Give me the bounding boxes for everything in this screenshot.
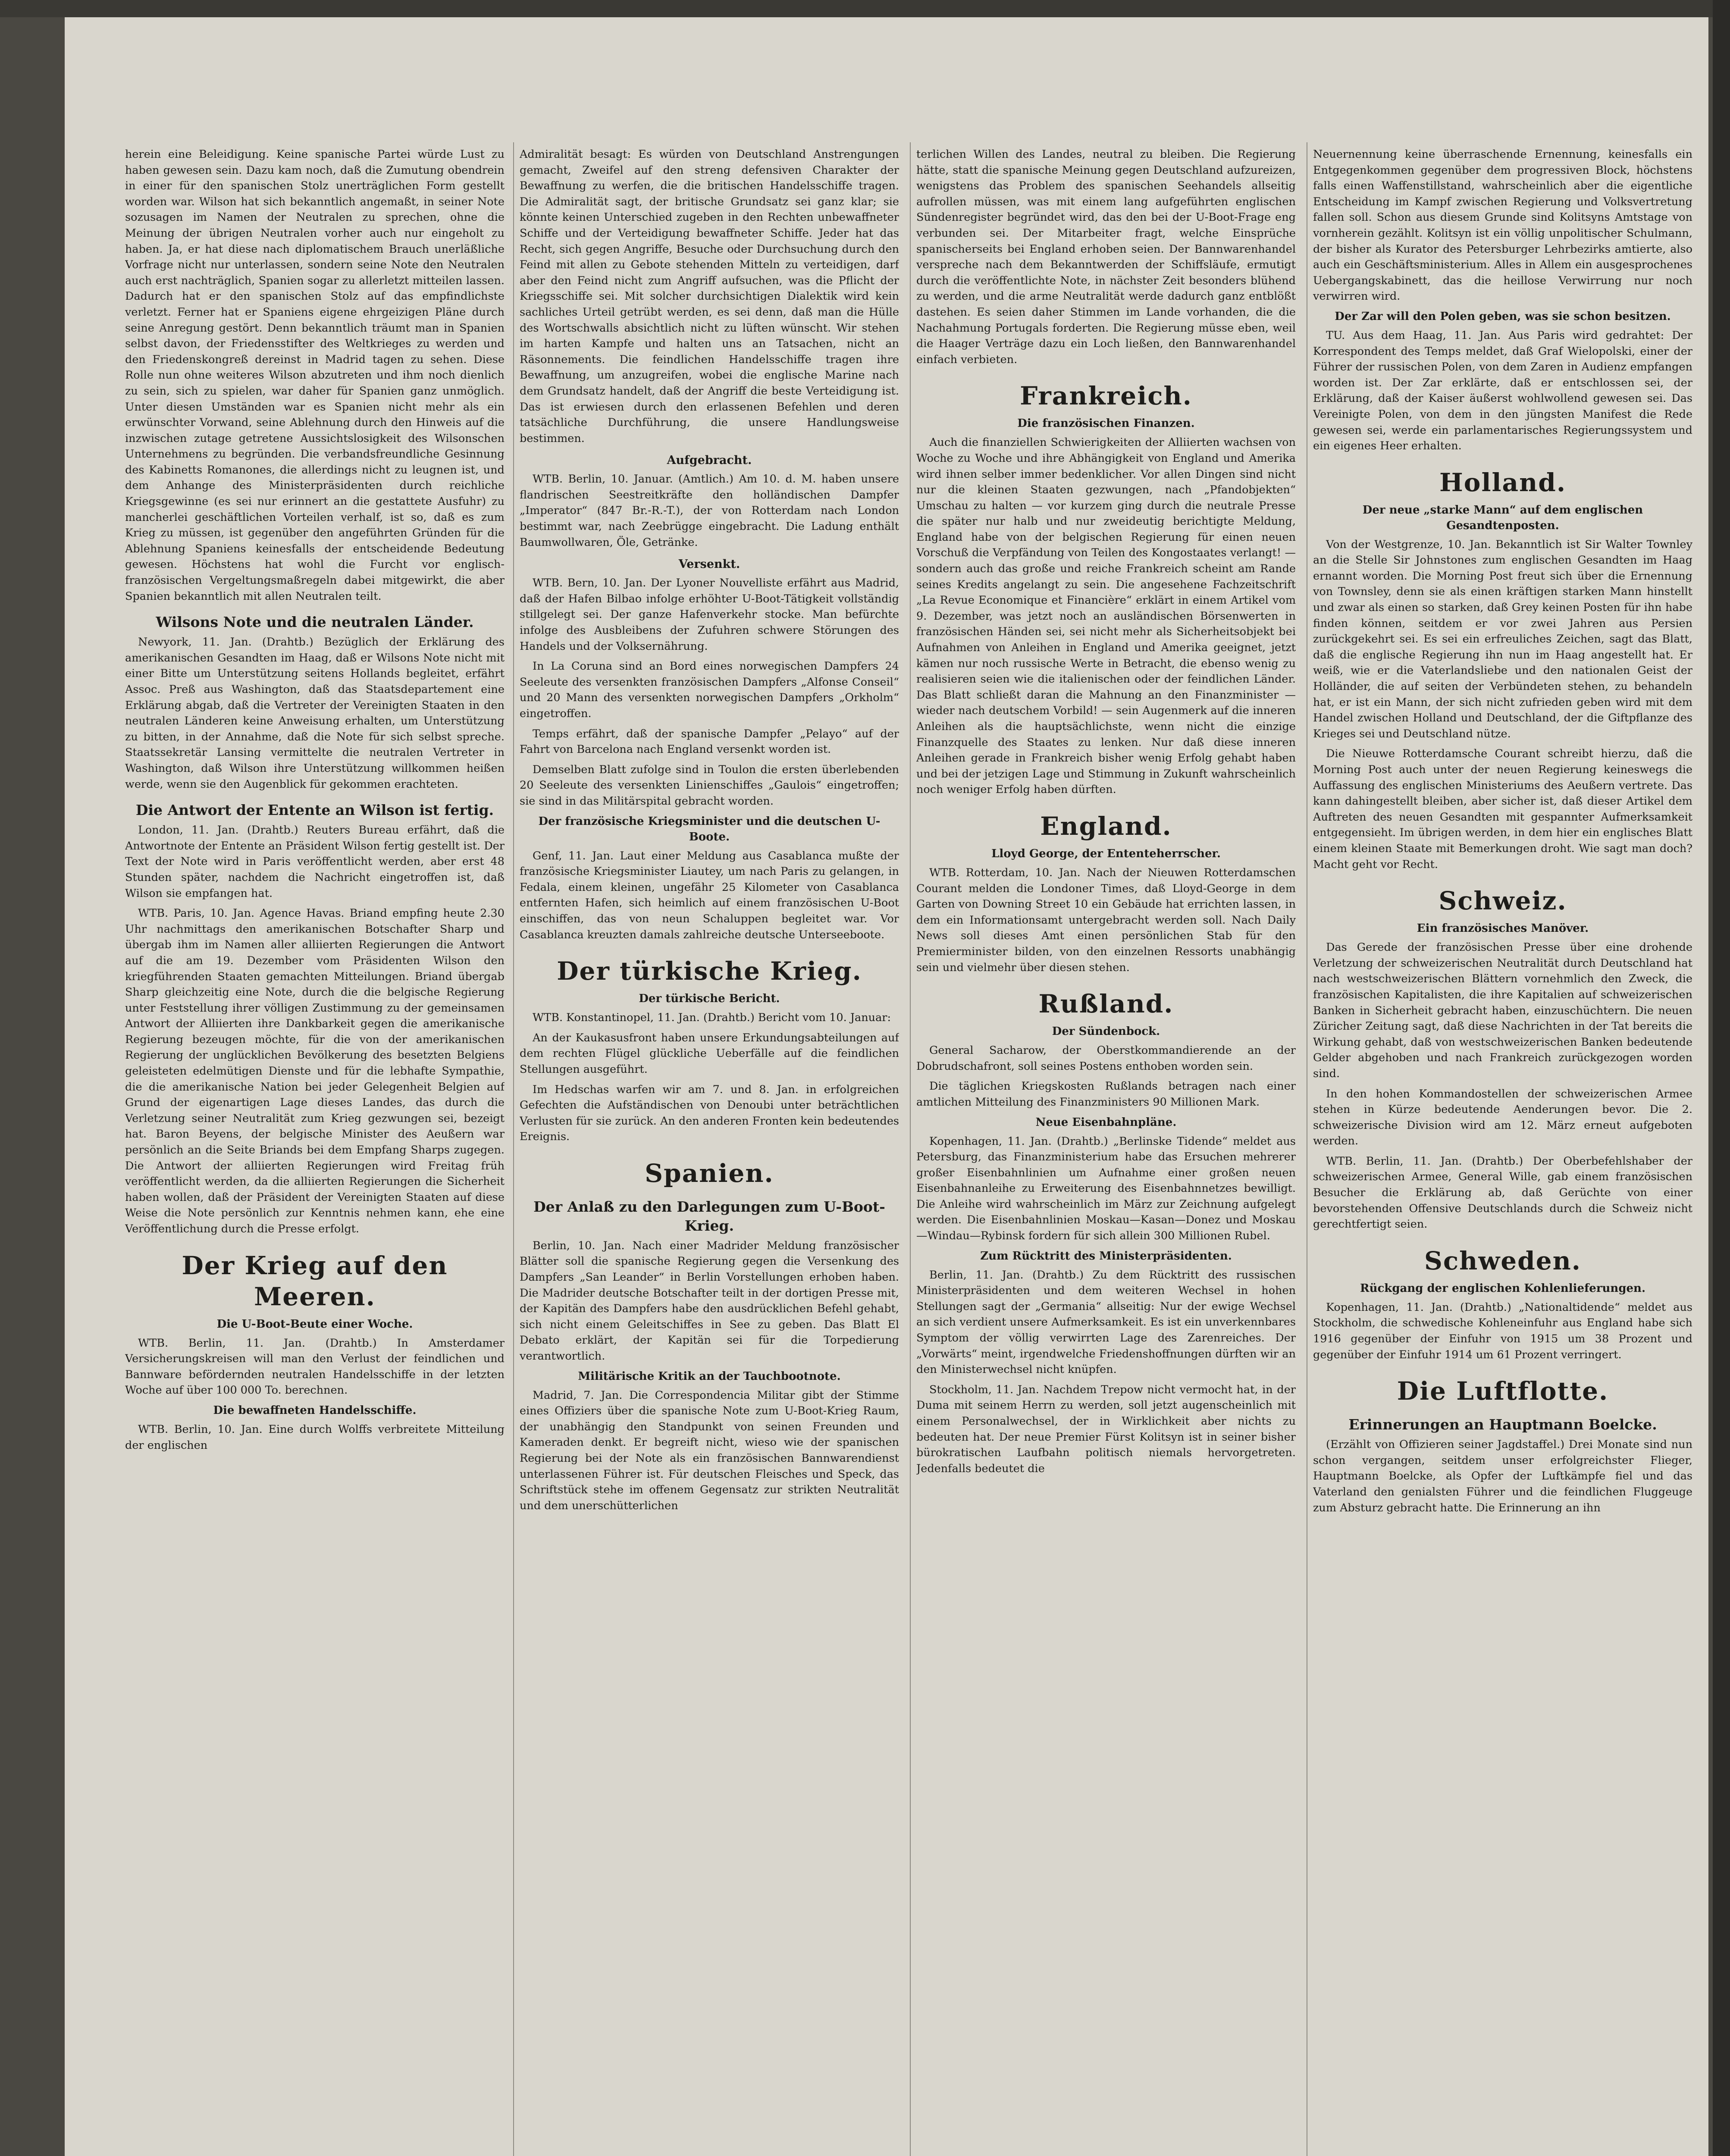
section-heading-luftflotte: Die Luftflotte. — [1397, 1376, 1609, 1406]
column-4 — [1313, 147, 1692, 2156]
section-heading-schweden: Schweden. — [1424, 1246, 1582, 1275]
article-paragraph: In La Coruna sind an Bord eines norwegischen Dampfers 24 Seeleute des versenkten französischen Dampfers „Alfonse Conseil“ und 20 Mann des versenkten norwegischen Dampfers „Orkholm“ eingetroffen. — [520, 660, 899, 720]
subheading: Der Anlaß zu den Darlegungen zum U-Boot-Krieg. — [533, 1198, 885, 1234]
article-paragraph: (Erzählt von Offizieren seiner Jagdstaffel.) Drei Monate sind nun schon vergangen, seitdem unser erfolgreichster Flieger, Hauptmann Boelcke, als Opfer der Luftkämpfe fiel und das Vaterland den genialsten Führer und die feindlichen Fluggeuge zum Absturz gebracht hatte. Die Erinnerung an ihn — [1313, 1438, 1692, 1514]
column-1 — [125, 147, 505, 2156]
article-paragraph: Die täglichen Kriegskosten Rußlands betragen nach einer amtlichen Mitteilung des Finanzministers 90 Millionen Mark. — [916, 1080, 1296, 1109]
article-paragraph: London, 11. Jan. (Drahtb.) Reuters Bureau erfährt, daß die Antwortnote der Entente an Präsident Wilson fertig gestellt ist. Der Text der Note wird in Paris veröffentlicht werden, aber erst 48 Stunden später, nachdem die Nachricht eingetroffen ist, daß Wilson sie empfangen hat. — [125, 824, 505, 900]
headline-aufgebracht: Aufgebracht. — [667, 454, 752, 467]
article-paragraph: Newyork, 11. Jan. (Drahtb.) Bezüglich der Erklärung des amerikanischen Gesandten im Haag, daß er Wilsons Note nicht mit einer Bitte um Unterstützung seitens Hollands begleitet, erfährt Assoc. Preß aus Washington, daß das Staatsdepartement eine Erklärung abgab, daß die Vertreter der Vereinigten Staaten in den neutralen Länderen keine Anweisung erhalten, um Unterstützung zu bitten, in der Annahme, daß die Note für sich selbst spreche. Staatssekretär Lansing vermittelte die neutralen Vertreter in Washington, daß Wilson ihre Unterstützung willkommen heißen werde, wenn sie den Augenblick für gekommen erachteten. — [125, 636, 505, 791]
column-rule — [910, 142, 911, 2156]
subheading: Die U-Boot-Beute einer Woche. — [216, 1317, 413, 1331]
subheading: Der Sündenbock. — [1052, 1025, 1160, 1038]
subheading: Rückgang der englischen Kohlenlieferungen. — [1360, 1282, 1646, 1295]
article-paragraph: TU. Aus dem Haag, 11. Jan. Aus Paris wird gedrahtet: Der Korrespondent des Temps meldet, daß Graf Wielopolski, einer der Führer der russischen Polen, von dem Zaren in Audienz empfangen worden ist. Der Zar erklärte, daß er entschlossen sei, der Erklärung, daß der Kaiser äußerst wohlwollend gewesen sei. Das Vereinigte Polen, von dem in den jüngsten Manifest die Rede gewesen sei, werde ein parlamentarisches Regierungssystem und ein eigenes Heer erhalten. — [1313, 329, 1692, 453]
article-paragraph: Temps erfährt, daß der spanische Dampfer „Pelayo“ auf der Fahrt von Barcelona nach England versenkt worden ist. — [520, 727, 899, 756]
subheading: Lloyd George, der Ententeherrscher. — [991, 847, 1221, 860]
article-paragraph: WTB. Berlin, 10. Jan. Eine durch Wolffs verbreitete Mitteilung der englischen — [125, 1423, 505, 1452]
column-2 — [520, 147, 899, 2156]
article-paragraph: Kopenhagen, 11. Jan. (Drahtb.) „Nationaltidende“ meldet aus Stockholm, die schwedische Kohleneinfuhr aus England habe sich 1916 gegenüber der Einfuhr von 1915 um 38 Prozent und gegenüber der Einfuhr 1914 um 61 Prozent verringert. — [1313, 1300, 1692, 1361]
article-paragraph: Neuernennung keine überraschende Ernennung, keinesfalls ein Entgegenkommen gegenüber dem progressiven Block, höchstens falls einen Waffenstillstand, wahrscheinlich aber die eigentliche Entscheidung im Kampf zwischen Regierung und Volksvertretung fallen soll. Schon aus diesem Grunde sind Kolitsyns Amtstage von vornherein gezählt. Kolitsyn ist ein völlig unpolitischer Schulmann, der bisher als Kurator des Petersburger Lehrbezirks amtierte, also auch ein Geschäftsministerium. Alles in Allem ein ausgesprochenes Uebergangskabinett, das die heillose Verwirrung nur noch verwirren wird. — [1313, 148, 1692, 303]
section-heading-schweiz: Schweiz. — [1439, 886, 1567, 916]
column-rule — [513, 142, 514, 2156]
section-heading-holland: Holland. — [1439, 467, 1567, 497]
article-paragraph: Madrid, 7. Jan. Die Correspondencia Militar gibt der Stimme eines Offiziers über die spanische Note zum U-Boot-Krieg Raum, der unabhängig den Standpunkt von seinen Freunden und Kameraden denkt. Er begreift nicht, wieso wie der spanischen Regierung bei der Note als ein französischen Bannwarendienst unterlassenen Führer ist. Für deutschen Fleisches und Speck, das Schriftstück stehe im offenem Gegensatz zur strikten Neutralität und dem unerschütterlichen — [520, 1388, 899, 1512]
article-paragraph: Demselben Blatt zufolge sind in Toulon die ersten überlebenden 20 Seeleute des versenkten Linienschiffes „Gaulois“ eingetroffen; sie sind in das Militärspital gebracht worden. — [520, 763, 899, 808]
article-paragraph: Das Gerede der französischen Presse über eine drohende Verletzung der schweizerischen Neutralität durch Deutschland hat nach westschweizerischen Blättern vornehmlich den Zweck, die französischen Kapitalisten, die ihre Kapitalien auf schweizerischen Banken in Sicherheit gebracht haben, einzuschüchtern. Die neuen Züricher Zeitung sagt, daß diese Nachrichten in der Tat bereits die Wirkung gehabt, daß von westschweizerischen Banken bedeutende Gelder abgehoben und nach Frankreich zurückgezogen worden sind. — [1313, 941, 1692, 1080]
article-paragraph: WTB. Bern, 10. Jan. Der Lyoner Nouvelliste erfährt aus Madrid, daß der Hafen Bilbao infolge erhöhter U-Boot-Tätigkeit vollständig stillgelegt sei. Der ganze Hafenverkehr stocke. Man befürchte infolge des Ausbleibens der Zufuhren schwere Störungen des Handels und der Volksernährung. — [520, 577, 899, 653]
subheading: Der französische Kriegsminister und die deutschen U-Boote. — [538, 815, 881, 843]
subheading: Der neue „starke Mann“ auf dem englischen Gesandtenposten. — [1362, 503, 1643, 532]
headline-wilson-note: Wilsons Note und die neutralen Länder. — [156, 614, 474, 631]
article-paragraph: terlichen Willen des Landes, neutral zu bleiben. Die Regierung hätte, statt die spanische Meinung gegen Deutschland aufzureizen, wenigstens das Problem des spanischen Seehandels allseitig aufrollen müssen, was mit einem lang aufgeführten englischen Sündenregister begründet wird, das den bei der U-Boot-Frage eng verbunden sei. Der Mitarbeiter fragt, welche Einsprüche spanischerseits bei England erhoben seien. Der Bannwarenhandel verspreche nach dem Bekanntwerden der Schiffsläufe, ermutigt durch die veröffentlichte Note, in nächster Zeit besonders blühend zu werden, und die arme Neutralität werde dadurch ganz entblößt dastehen. Es seien daher Stimmen im Lande vorhanden, die die Nachahmung Portugals forderten. Die Regierung müsse eben, weil die Haager Verträge dazu ein Loch ließen, den Bannwarenhandel einfach verbieten. — [916, 148, 1296, 366]
article-paragraph: WTB. Paris, 10. Jan. Agence Havas. Briand empfing heute 2.30 Uhr nachmittags den amerikanischen Botschafter Sharp und übergab ihm im Namen aller alliierten Regierungen die Antwort auf die am 19. Dezember vom Präsidenten Wilson den kriegführenden Staaten gemachten Mitteilungen. Briand übergab Sharp gleichzeitig eine Note, durch die die belgische Regierung unter Feststellung ihrer völligen Zustimmung zu der gemeinsamen Antwort der Alliierten ihre Dankbarkeit gegen die amerikanische Regierung bezeugen möchte, für die von der amerikanischen Regierung der unglücklichen Bevölkerung des besetzten Belgiens geleisteten edelmütigen Dienste und für die lebhafte Sympathie, die die amerikanische Nation bei jeder Gelegenheit Belgien auf Grund der eigenartigen Lage dieses Landes, das durch die Verletzung seiner Neutralität zum Krieg gezwungen sei, bezeigt hat. Baron Beyens, der belgische Minister des Aeußern war persönlich an die Seite Briands bei dem Empfang Sharps zugegen. Die Antwort der alliierten Regierungen wird Freitag früh veröffentlicht werden, da die alliierten Regierungen die Sicherheit haben wollen, daß der Präsident der Vereinigten Staaten auf diese Weise die Note persönlich zur Kenntnis nehmen kann, ehe eine Veröffentlichung durch die Presse erfolgt. — [125, 907, 505, 1235]
article-paragraph: Im Hedschas warfen wir am 7. und 8. Jan. in erfolgreichen Gefechten die Aufständischen von Denoubi unter beträchtlichen Verlusten für sie zurück. An den anderen Fronten kein bedeutendes Ereignis. — [520, 1083, 899, 1144]
section-heading-russland: Rußland. — [1038, 989, 1174, 1019]
subheading: Neue Eisenbahnpläne. — [1035, 1116, 1177, 1129]
subheading: Die französischen Finanzen. — [1017, 417, 1195, 430]
article-paragraph: Genf, 11. Jan. Laut einer Meldung aus Casablanca mußte der französische Kriegsminister Liautey, um nach Paris zu gelangen, in Fedala, einem kleinen, ungefähr 25 Kilometer von Casablanca entfernten Hafen, sich heimlich auf einem französischen U-Boot einschiffen, das von neun Schaluppen begleitet war. Vor Casablanca kreuzten damals zahlreiche deutsche Unterseeboote. — [520, 849, 899, 941]
section-heading-krieg-meeren: Der Krieg auf den Meeren. — [182, 1250, 448, 1311]
subheading: Der türkische Bericht. — [639, 992, 780, 1006]
section-heading-england: England. — [1040, 811, 1172, 841]
subheading: Zum Rücktritt des Ministerpräsidenten. — [980, 1249, 1232, 1263]
scan-right-edge — [1713, 0, 1730, 2156]
article-paragraph: herein eine Beleidigung. Keine spanische Partei würde Lust zu haben gewesen sein. Dazu kam noch, daß die Zumutung obendrein in einer für den spanischen Stolz unerträglichen Form gestellt worden war. Wilson hat sich bekanntlich angemaßt, in seiner Note sozusagen im Namen der Neutralen zu sprechen, ohne die Meinung der übrigen Neutralen vorher auch nur eingeholt zu haben. Ja, er hat diese nach diplomatischem Brauch unerläßliche Vorfrage nicht nur unterlassen, sondern seine Note den Neutralen auch erst nachträglich, Spanien sogar zu allerletzt mitteilen lassen. Dadurch hat er den spanischen Stolz auf das empfindlichste verletzt. Ferner hat er Spaniens eigene ehrgeizigen Pläne durch seine Anregung gestört. Denn bekanntlich träumt man in Spanien selbst davon, der Friedensstifter des Weltkrieges zu werden und den Friedenskongreß dereinst in Madrid tagen zu sehen. Diese Rolle nun ohne weiteres Wilson abzutreten und ihm noch dienlich zu sein, sich zu spielen, war daher für Spanien ganz unmöglich. Unter diesen Umständen war es Spanien nicht mehr als ein erwünschter Vorwand, seine Ablehnung durch den Hinweis auf die inzwischen zutage getretene Aussichtslosigkeit des Wilsonschen Unternehmens zu begründen. Die verbandsfreundliche Gesinnung des Kabinetts Romanones, die allerdings nicht zu leugnen ist, und dem Anhange des Ministerpräsidenten durch reichliche Kriegsgewinne (es sei nur erinnert an die gestattete Ausfuhr) zu mancherlei geschäftlichen Vorteilen verhalf, ist so, daß es zum Krieg zu müssen, ist gegenüber den angeführten Gründen für die Ablehnung Spaniens keinesfalls der entscheidende Bedeutung gewesen. Höchstens hat wohl die Furcht vor englisch-französischen Vergeltungsmaßregeln dabei mitgewirkt, die aber Spanien bekanntlich mit allen Neutralen teilt. — [125, 148, 505, 603]
headline-entente-answer: Die Antwort der Entente an Wilson ist fertig. — [135, 802, 494, 819]
article-paragraph: WTB. Berlin, 11. Jan. (Drahtb.) Der Oberbefehlshaber der schweizerischen Armee, General Wille, gab einem französischen Besucher die Erklärung ab, daß Gerüchte von einer bevorstehenden Offensive Deutschlands durch die Schweiz nicht gerechtfertigt seien. — [1313, 1154, 1692, 1231]
subheading: Ein französisches Manöver. — [1417, 922, 1589, 935]
headline-versenkt: Versenkt. — [678, 558, 740, 571]
article-paragraph: WTB. Konstantinopel, 11. Jan. (Drahtb.) Bericht vom 10. Januar: — [533, 1011, 891, 1025]
article-paragraph: Die Nieuwe Rotterdamsche Courant schreibt hierzu, daß die Morning Post auch unter der neuen Regierung keineswegs die Auffassung des englischen Ministeriums des Aeußern vertrete. Das kann dahingestellt bleiben, aber sicher ist, daß dieser Artikel dem Auftreten des neuen Gesandten mit gespannter Aufmerksamkeit entgegensieht. Im übrigen werden, in dem hier ein englisches Blatt einem kleinen Staate mit Bemerkungen droht. Wie sagt man doch? Macht geht vor Recht. — [1313, 747, 1692, 871]
article-paragraph: Auch die finanziellen Schwierigkeiten der Alliierten wachsen von Woche zu Woche und ihre Abhängigkeit von England und Amerika wird ihnen selber immer bedenklicher. Vor allen Dingen sind nicht nur die kleinen Staaten gezwungen, nach „Pfandobjekten“ Umschau zu halten — vor kurzem ging durch die neutrale Presse die später nur halb und nur zweideutig berichtigte Meldung, England habe von der belgischen Regierung für einen neuen Vorschuß die Verpfändung von Teilen des Kongostaates verlangt! — sondern auch das große und reiche Frankreich scheint am Rande seines Kredits angelangt zu sein. Die angesehene Fachzeitschrift „La Revue Economique et Financière“ erklärt in einem Artikel vom 9. Dezember, was jetzt noch an ausländischen Börsenwerten in französischen Händen sei, sei nicht mehr als Sicherheitsobjekt bei Aufnahmen von Anleihen in England und Amerika geeignet, jetzt kämen nur noch russische Werte in Betracht, die ebenso wenig zu realisieren seien wie die italienischen oder der feindlichen Länder. Das Blatt schließt daran die Mahnung an den Finanzminister — wieder nach deutschem Vorbild! — sein Augenmerk auf die inneren Anleihen als die hauptsächlichste, wenn nicht die einzige Finanzquelle des Staates zu lenken. Nur daß diese inneren Anleihen gerade in Frankreich bisher wenig Erfolg gehabt haben und bei der jetzigen Lage und Stimmung in Zukunft wahrscheinlich noch weniger Erfolg haben dürften. — [916, 436, 1296, 796]
article-paragraph: Admiralität besagt: Es würden von Deutschland Anstrengungen gemacht, Zweifel auf den streng defensiven Charakter der Bewaffnung zu werfen, die die britischen Handelsschiffe tragen. Die Admiralität sagt, der britische Grundsatz sei ganz klar; sie könnte keinen Unterschied zugeben in den Rechten unbewaffneter Schiffe und der Verteidigung bewaffneter Schiffe. Jeder hat das Recht, sich gegen Angriffe, Besuche oder Durchsuchung durch den Feind mit allen zu Gebote stehenden Mitteln zu verteidigen, darf aber den Feind nicht zum Angriff aufsuchen, was die Pflicht der Kriegsschiffe sei. Mit solcher durchsichtigen Dialektik wird kein sachliches Urteil getrübt werden, es sei denn, daß man die Hülle des Wortschwalls absichtlich nicht zu lüften wünscht. Wir stehen im harten Kampfe und halten uns an Tatsachen, nicht an Räsonnements. Die feindlichen Handelsschiffe tragen ihre Bewaffnung, um anzugreifen, wobei die englische Marine nach dem Grundsatz handelt, daß der Angriff die beste Verteidigung ist. Das ist erwiesen durch den erlassenen Befehlen und deren tatsächliche Durchführung, die unsere Handlungsweise bestimmen. — [520, 148, 899, 445]
scan-top-edge — [0, 0, 1730, 17]
section-heading-frankreich: Frankreich. — [1020, 381, 1192, 411]
article-paragraph: General Sacharow, der Oberstkommandierende an der Dobrudschafront, soll seines Postens enthoben worden sein. — [916, 1044, 1296, 1073]
article-paragraph: WTB. Rotterdam, 10. Jan. Nach der Nieuwen Rotterdamschen Courant melden die Londoner Times, daß Lloyd-George in dem Garten von Downing Street 10 ein Gebäude hat errichten lassen, in dem ein Informationsamt untergebracht werden soll. Nach Daily News soll dieses Amt einen persönlichen Stab für den Premierminister bilden, von den einzelnen Ressorts unabhängig sein und vielmehr über diesen stehen. — [916, 866, 1296, 974]
article-paragraph: Stockholm, 11. Jan. Nachdem Trepow nicht vermocht hat, in der Duma mit seinem Herrn zu werden, soll jetzt augenscheinlich mit einem Personalwechsel, der in Wirklichkeit aber nichts zu bedeuten hat. Der neue Premier Fürst Kolitsyn ist in seiner bisher bürokratischen Laufbahn politisch niemals hervorgetreten. Jedenfalls bedeutet die — [916, 1383, 1296, 1475]
section-heading-spanien: Spanien. — [645, 1158, 774, 1188]
subheading: Erinnerungen an Hauptmann Boelcke. — [1348, 1416, 1657, 1433]
article-paragraph: Berlin, 11. Jan. (Drahtb.) Zu dem Rücktritt des russischen Ministerpräsidenten und dem weiteren Wechsel in hohen Stellungen sagt der „Germania“ allseitig: Nur der ewige Wechsel an sich verdient unsere Aufmerksamkeit. Es ist ein unverkennbares Symptom der völlig verwirrten Lage des Zarenreiches. Der „Vorwärts“ meint, irgendwelche Friedenshoffnungen dürften wir an den Ministerwechsel nicht knüpfen. — [916, 1268, 1296, 1376]
subheading: Militärische Kritik an der Tauchbootnote. — [578, 1369, 841, 1383]
article-paragraph: Von der Westgrenze, 10. Jan. Bekanntlich ist Sir Walter Townley an die Stelle Sir Johnstones zum englischen Gesandten im Haag ernannt worden. Die Morning Post freut sich über die Ernennung von Townsley, denn sie als einen kräftigen starken Mann hinstellt und zwar als einen so starken, daß Grey keinen Posten für ihn habe finden können, seitdem er vor zwei Jahren aus Persien zurückgekehrt sei. Es sei ein erfreuliches Zeichen, sagt das Blatt, daß die englische Regierung ihn nun im Haag angestellt hat. Er weiß, wie er die Vaterlandsliebe und den nationalen Geist der Holländer, die auf seiten der Verbündeten stehen, zu behandeln hat, er ist ein Mann, der sich nicht zufrieden geben wird mit dem Handel zwischen Holland und Deutschland, der die Giftpflanze des Krieges sei und Deutschland nütze. — [1313, 538, 1692, 740]
section-heading-tuerkische-krieg: Der türkische Krieg. — [557, 956, 862, 986]
article-paragraph: Berlin, 10. Jan. Nach einer Madrider Meldung französischer Blätter soll die spanische Regierung gegen die Versenkung des Dampfers „San Leander“ in Berlin Vorstellungen erhoben haben. Die Madrider deutsche Botschafter teilt in der dortigen Presse mit, der Kapitän des Dampfers habe den ausdrücklichen Befehl gehabt, sich nicht einem Geleitschiffes in See zu geben. Das Blatt El Debato erklärt, der Kapitän sei für die Torpedierung verantwortlich. — [520, 1239, 899, 1363]
subheading: Die bewaffneten Handelsschiffe. — [213, 1404, 417, 1417]
article-paragraph: WTB. Berlin, 10. Januar. (Amtlich.) Am 10. d. M. haben unsere flandrischen Seestreitkräfte den holländischen Dampfer „Imperator“ (847 Br.-R.-T.), der von Rotterdam nach London bestimmt war, nach Zeebrügge eingebracht. Die Ladung enthält Baumwollwaren, Öle, Getränke. — [520, 473, 899, 549]
subheading: Der Zar will den Polen geben, was sie schon besitzen. — [1335, 310, 1671, 323]
article-paragraph: WTB. Berlin, 11. Jan. (Drahtb.) In Amsterdamer Versicherungskreisen will man den Verlust der feindlichen und Bannware befördernden neutralen Handelsschiffe in der letzten Woche auf über 100 000 To. berechnen. — [125, 1336, 505, 1397]
article-paragraph: In den hohen Kommandostellen der schweizerischen Armee stehen in Kürze bedeutende Aenderungen bevor. Die 2. schweizerische Division wird am 12. März erneut aufgeboten werden. — [1313, 1087, 1692, 1148]
article-paragraph: Kopenhagen, 11. Jan. (Drahtb.) „Berlinske Tidende“ meldet aus Petersburg, das Finanzministerium habe das Ersuchen mehrerer großer Eisenbahnlinien um Aufnahme einer großen neuen Eisenbahnanleihe zu Erweiterung des Eisenbahnnetzes bewilligt. Die Anleihe wird wahrscheinlich im März zur Zeichnung aufgelegt werden. Die Eisenbahnlinien Moskau—Kasan—Donez und Moskau—Windau—Rybinsk fordern für sich allein 300 Millionen Rubel. — [916, 1134, 1296, 1243]
article-paragraph: An der Kaukasusfront haben unsere Erkundungsabteilungen auf dem rechten Flügel glückliche Ueberfälle auf die feindlichen Stellungen ausgeführt. — [520, 1031, 899, 1076]
column-3 — [916, 147, 1296, 2156]
